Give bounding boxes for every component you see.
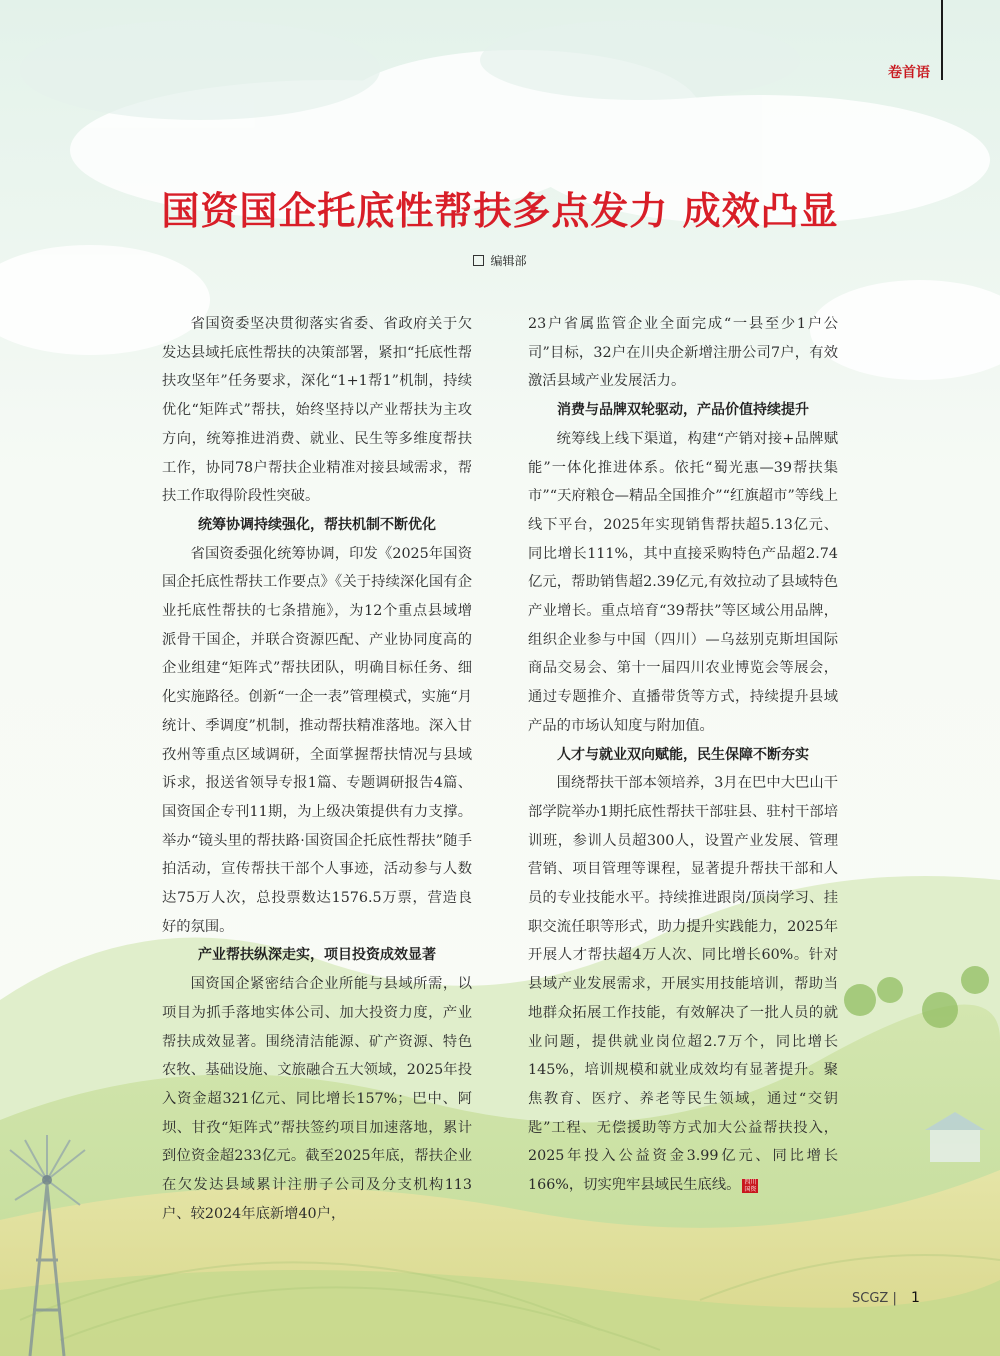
paragraph-intro: 省国资委坚决贯彻落实省委、省政府关于欠发达县域托底性帮扶的决策部署，紧扣“托底性帮扶攻坚年”任务要求，深化“1+1帮1”机制，持续优化“矩阵式”帮扶，始终坚持以产业帮扶为主攻方向，统筹推进消费、就业、民生等多维度帮扶工作，协同78户帮扶企业精准对接县域需求，帮扶工作取得阶段性突破。 — [162, 316, 472, 505]
end-mark-logo: 四川国资 — [744, 1179, 757, 1194]
paragraph-talent-text: 围绕帮扶干部本领培养，3月在巴中大巴山干部学院举办1期托底性帮扶干部驻县、驻村干部培训班，参训人员超300人，设置产业发展、管理营销、项目管理等课程，显著提升帮扶干部和人员的专业技能水平。持续推进跟岗/顶岗学习、挂职交流任职等形式，助力提升实践能力，2025年开展人才帮扶超4万人次、同比增长60%。针对县域产业发展需求，开展实用技能培训，帮助当地群众拓展工作技能，有效解决了一批人员的就业问题，提供就业岗位超2.7万个，同比增长145%，培训规模和就业成效均有显著提升。聚焦教育、医疗、养老等民生领域，通过“交钥匙”工程、无偿援助等方式加大公益帮扶投入，2025年投入公益资金3.99亿元、同比增长166%，切实兜牢县域民生底线。 — [528, 775, 838, 1194]
paragraph-talent — [528, 769, 838, 1200]
footer-separator: | — [892, 1291, 897, 1306]
paragraph-consumption: 统筹线上线下渠道，构建“产销对接+品牌赋能”一体化推进体系。依托“蜀光惠—39帮扶集市”“天府粮仓—精品全国推介”“红旗超市”等线上线下平台，2025年实现销售帮扶超5.13亿元、同比增长111%，其中直接采购特色产品超2.74亿元，帮助销售超2.39亿元,有效拉动了县域特色产业增长。重点培育“39帮扶”等区域公用品牌，组织企业参与中国（四川）—乌兹别克斯坦国际商品交易会、第十一届四川农业博览会等展会，通过专题推介、直播带货等方式，持续提升县域产品的市场认知度与附加值。 — [528, 430, 838, 734]
paragraph-industry: 国资国企紧密结合企业所能与县域所需，以项目为抓手落地实体公司、加大投资力度，产业帮扶成效显著。围绕清洁能源、矿产资源、特色农牧、基础设施、文旅融合五大领域，2025年投入资金超321亿元、同比增长157%；巴中、阿坝、甘孜“矩阵式”帮扶签约项目加速落地，累计到位资金超233亿元。截至2025年底，帮扶企业在欠发达县域累计注册子公司及分支机构113户、较2024年底新增40户， — [162, 976, 472, 1222]
header-rule — [941, 0, 943, 80]
paragraph-industry-continued: 23户省属监管企业全面完成“一县至少1户公司”目标，32户在川央企新增注册公司7户，有效激活县域产业发展活力。 — [528, 316, 838, 390]
subheading-coordination: 统筹协调持续强化，帮扶机制不断优化 — [198, 516, 436, 533]
left-column — [162, 310, 472, 1229]
article-title: 国资国企托底性帮扶多点发力 成效凸显 — [161, 189, 839, 233]
author-name: 编辑部 — [490, 254, 527, 268]
page-footer — [852, 1290, 920, 1306]
author-line — [0, 252, 1000, 269]
journal-name: SCGZ — [852, 1291, 889, 1306]
square-icon — [473, 255, 484, 266]
paragraph-coordination: 省国资委强化统筹协调，印发《2025年国资国企托底性帮扶工作要点》《关于持续深化国有企业托底性帮扶的七条措施》，为12个重点县域增派骨干国企，并联合资源匹配、产业协同度高的企业组建“矩阵式”帮扶团队，明确目标任务、细化实施路径。创新“一企一表”管理模式，实施“月统计、季调度”机制，推动帮扶精准落地。深入甘孜州等重点区域调研，全面掌握帮扶情况与县域诉求，报送省领导专报1篇、专题调研报告4篇、国资国企专刊11期，为上级决策提供有力支撑。举办“镜头里的帮扶路·国资国企托底性帮扶”随手拍活动，宣传帮扶干部个人事迹，活动参与人数达75万人次，总投票数达1576.5万票，营造良好的氛围。 — [162, 545, 472, 935]
subheading-consumption: 消费与品牌双轮驱动，产品价值持续提升 — [557, 402, 809, 419]
right-column — [528, 310, 838, 1200]
subheading-talent: 人才与就业双向赋能，民生保障不断夯实 — [557, 746, 809, 763]
page-number: 1 — [910, 1290, 920, 1306]
section-tag: 卷首语 — [888, 65, 930, 81]
subheading-industry: 产业帮扶纵深走实，项目投资成效显著 — [198, 947, 436, 964]
